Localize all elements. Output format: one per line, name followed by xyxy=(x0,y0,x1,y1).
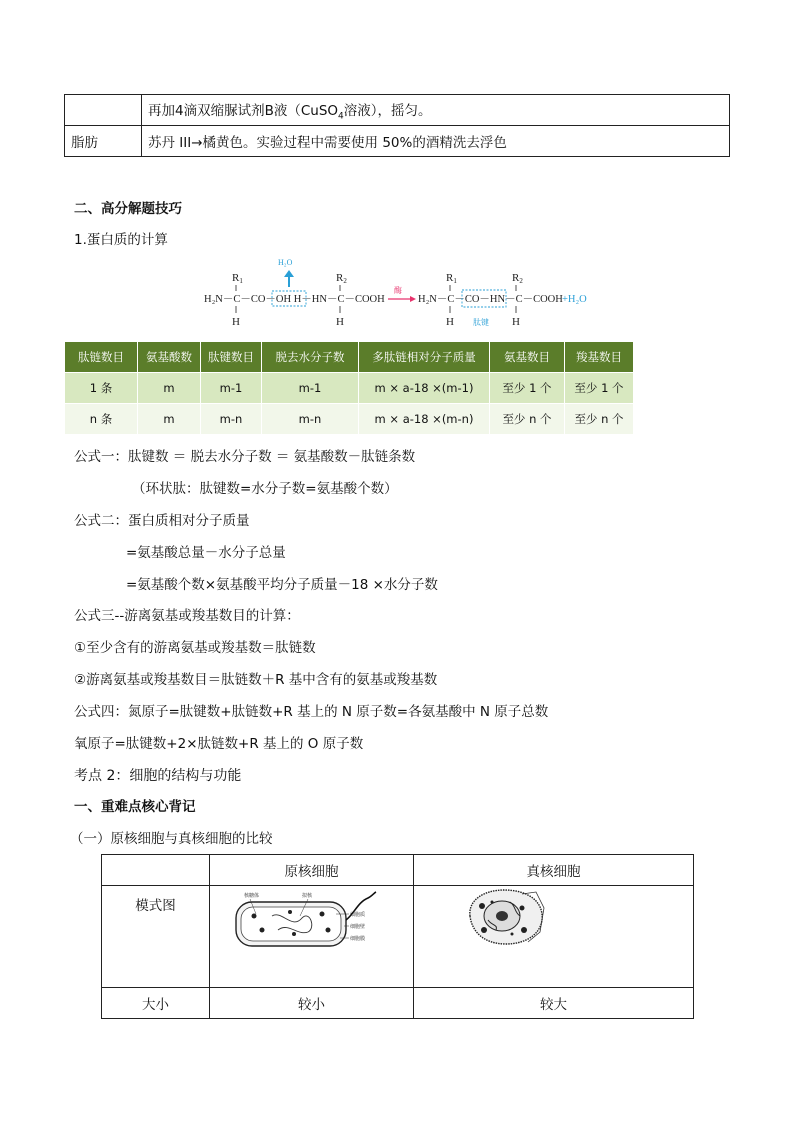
kaodian-title: 考点 2：细胞的结构与功能 xyxy=(74,768,242,784)
row-label: 大小 xyxy=(102,988,210,1019)
col-header: 羧基数目 xyxy=(565,342,634,373)
formula-line: ①至少含有的游离氨基或羧基数＝肽链数 xyxy=(74,640,316,656)
col-header: 肽链数目 xyxy=(65,342,138,373)
table-cell: m × a-18 ×(m-1) xyxy=(359,373,490,404)
formula-line: =氨基酸总量－水分子总量 xyxy=(126,545,286,561)
cell-compare-table xyxy=(101,854,694,1019)
table-cell: m-1 xyxy=(262,373,359,404)
table-cell: 较小 xyxy=(210,988,414,1019)
water-label: H₂O xyxy=(278,258,293,267)
table-cell: m xyxy=(138,404,201,435)
subsection-title: 1.蛋白质的计算 xyxy=(74,232,168,248)
formula-line: 公式四：氮原子=肽键数+肽链数+R 基上的 N 原子数=各氨基酸中 N 原子总数 xyxy=(74,704,549,720)
label-ribosome: 核糖体 xyxy=(244,893,260,899)
label-cytoplasm: 细胞质 xyxy=(350,912,366,918)
reactant-formula: H₂N－C－CO－OH H－HN－C－COOH xyxy=(204,294,385,305)
section-title: 一、重难点核心背记 xyxy=(74,799,196,815)
r1-label: R1 xyxy=(446,272,457,285)
formula-line: ②游离氨基或羧基数目＝肽链数＋R 基中含有的氨基或羧基数 xyxy=(74,672,438,688)
svg-text:H: H xyxy=(446,316,454,328)
section-title: 二、高分解题技巧 xyxy=(74,201,182,217)
h-label: H xyxy=(336,316,344,328)
table-cell: 至少 1 个 xyxy=(565,373,634,404)
col-header: 原核细胞 xyxy=(210,855,414,886)
formula-line: 公式一：肽键数 ＝ 脱去水分子数 ＝ 氨基酸数－肽链条数 xyxy=(74,449,416,465)
table-cell: m-n xyxy=(201,404,262,435)
table-cell: n 条 xyxy=(65,404,138,435)
table-row xyxy=(65,126,730,157)
enzyme-label: 酶 xyxy=(394,286,402,295)
col-header: 氨基数目 xyxy=(490,342,565,373)
formula-line: 氧原子=肽键数+2×肽链数+R 基上的 O 原子数 xyxy=(74,736,364,752)
eukaryote-diagram-cell xyxy=(414,886,694,988)
col-header: 氨基酸数 xyxy=(138,342,201,373)
label-nucleoid: 拟核 xyxy=(302,893,313,899)
table-cell: m-n xyxy=(262,404,359,435)
r2-label: R2 xyxy=(336,272,347,285)
table-cell: 脂肪 xyxy=(65,126,142,157)
r1-label: R1 xyxy=(232,272,243,285)
arrow-right-icon xyxy=(410,296,416,302)
eukaryote-cell-image xyxy=(462,886,552,948)
col-header: 脱去水分子数 xyxy=(262,342,359,373)
table-cell: 至少 1 个 xyxy=(490,373,565,404)
table-cell xyxy=(65,95,142,126)
peptide-bond-label: 肽键 xyxy=(473,318,489,327)
protein-calc-table xyxy=(64,341,634,435)
label-cell-wall: 细胞壁 xyxy=(350,924,366,930)
table-cell: m-1 xyxy=(201,373,262,404)
col-header: 真核细胞 xyxy=(414,855,694,886)
top-table xyxy=(64,94,730,157)
col-header: 多肽链相对分子质量 xyxy=(359,342,490,373)
peptide-reaction-diagram xyxy=(200,255,600,333)
label-cell-membrane: 细胞膜 xyxy=(350,936,366,942)
table-cell: 至少 n 个 xyxy=(490,404,565,435)
table-cell: 至少 n 个 xyxy=(565,404,634,435)
h-label: H xyxy=(232,316,240,328)
subscript: 4 xyxy=(338,111,344,122)
cell-text: 溶液），摇匀。 xyxy=(343,102,432,119)
table-cell: m × a-18 ×(m-n) xyxy=(359,404,490,435)
prokaryote-cell-image xyxy=(232,890,382,952)
table-cell xyxy=(142,95,730,126)
table-row xyxy=(65,95,730,126)
svg-text:H: H xyxy=(512,316,520,328)
table-cell: 1 条 xyxy=(65,373,138,404)
table-header-row xyxy=(102,855,694,886)
subsection-title: （一）原核细胞与真核细胞的比较 xyxy=(70,831,273,847)
table-row xyxy=(102,886,694,988)
product-formula: H₂N－C－CO－HN－C－COOH xyxy=(418,294,563,305)
table-row xyxy=(65,404,634,435)
table-header-row xyxy=(65,342,634,373)
table-cell xyxy=(102,855,210,886)
formula-line: （环状肽：肽键数=水分子数=氨基酸个数） xyxy=(132,481,398,497)
arrow-up-icon xyxy=(284,270,294,287)
cell-text: 再加4滴双缩脲试剂B液（CuSO xyxy=(148,102,339,119)
table-cell: 较大 xyxy=(414,988,694,1019)
table-cell: 苏丹 III→橘黄色。实验过程中需要使用 50%的酒精洗去浮色 xyxy=(142,126,730,157)
formula-line: 公式三--游离氨基或羧基数目的计算： xyxy=(74,608,300,624)
r2-label: R2 xyxy=(512,272,523,285)
row-label: 模式图 xyxy=(102,886,210,988)
table-cell: m xyxy=(138,373,201,404)
col-header: 肽键数目 xyxy=(201,342,262,373)
formula-line: 公式二：蛋白质相对分子质量 xyxy=(74,513,250,529)
table-row xyxy=(65,373,634,404)
formula-line: =氨基酸个数×氨基酸平均分子质量－18 ×水分子数 xyxy=(126,577,438,593)
table-row xyxy=(102,988,694,1019)
water-product: +H₂O xyxy=(562,294,587,305)
